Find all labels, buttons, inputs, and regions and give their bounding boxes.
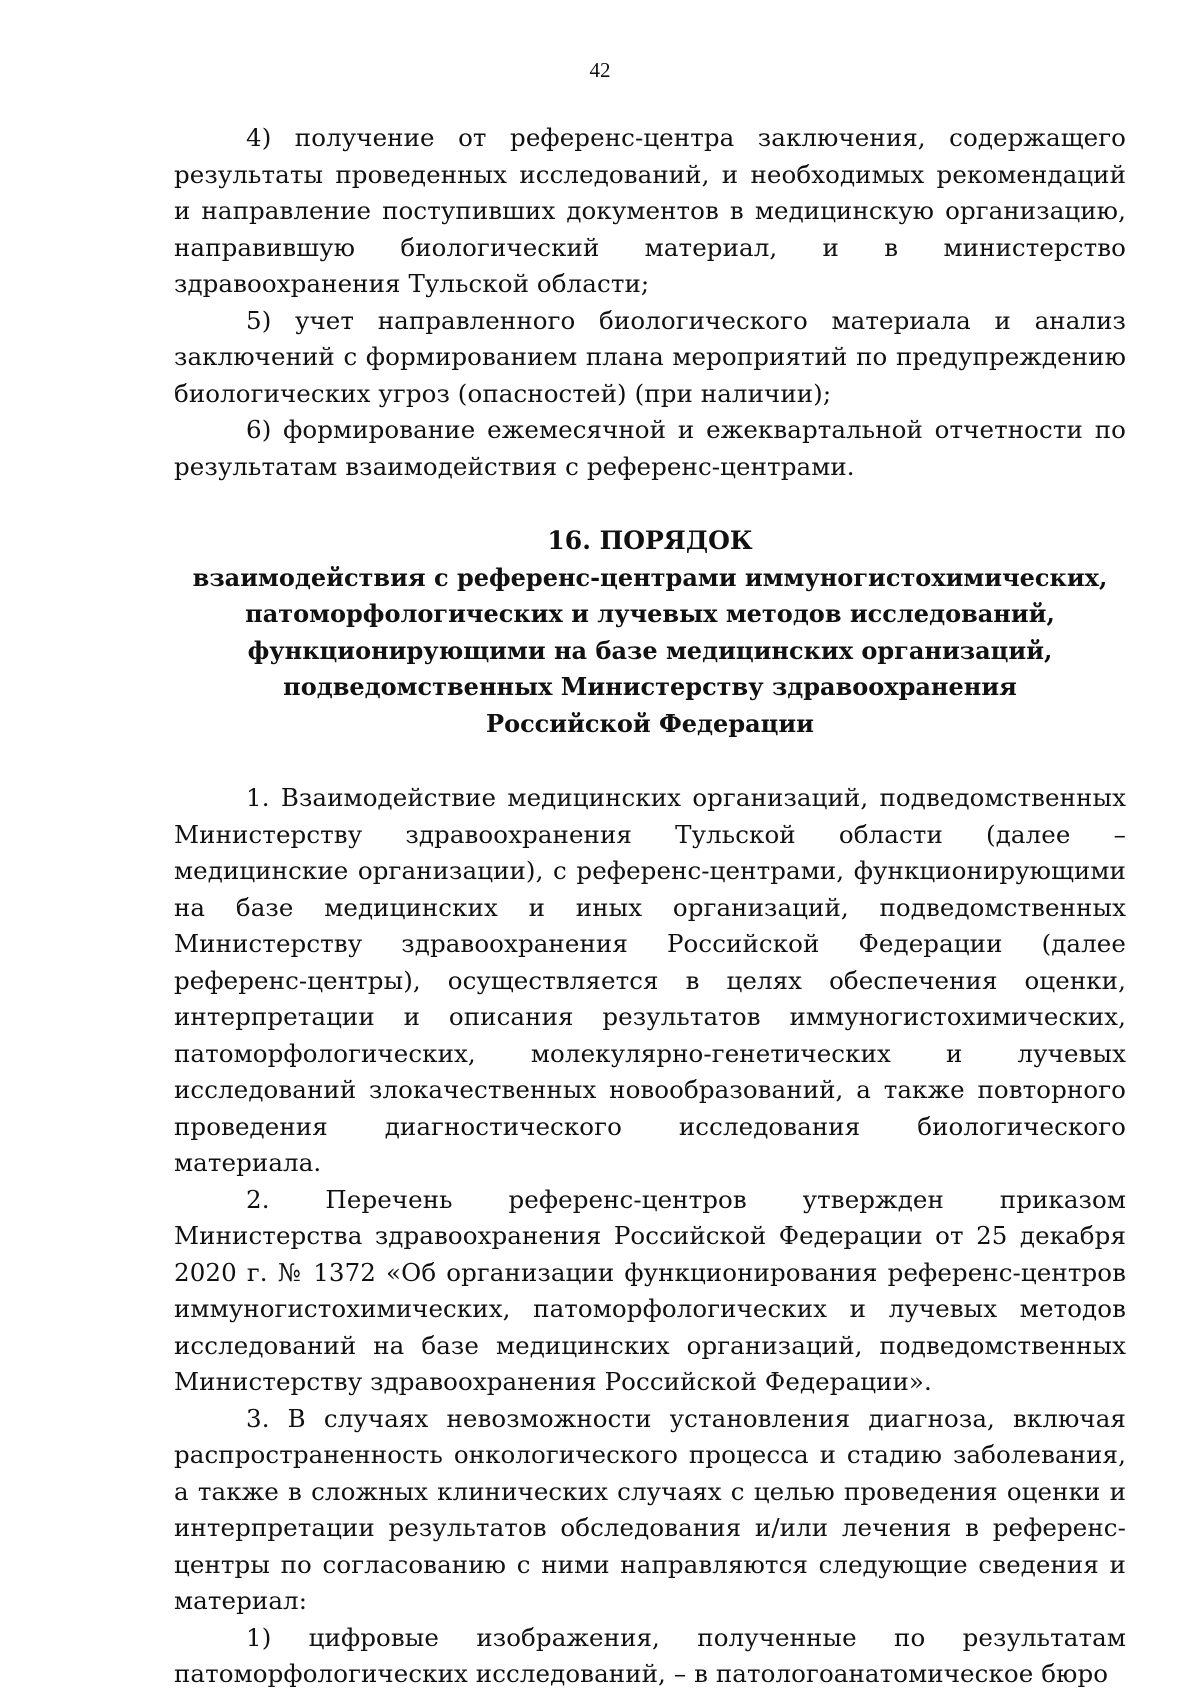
page-number: 42 — [589, 58, 611, 82]
section-subtitle-line: взаимодействия с референс-центрами иммуногистохимических, — [192, 562, 1108, 592]
list-item-6: 6) формирование ежемесячной и ежеквартальной отчетности по результатам взаимодействия с референс-центрами. — [174, 415, 1126, 481]
section-heading — [174, 523, 1126, 742]
paragraph-3: 3. В случаях невозможности установления диагноза, включая распространенность онкологического процесса и стадию заболевания, а также в сложных клинических случаях с целью проведения оценки и интерпретации результатов обследования и/или лечения в референс-центры по согласованию с ними направляются следующие сведения и материал: — [174, 1403, 1126, 1615]
section-title: 16. ПОРЯДОК — [547, 526, 753, 555]
paragraph-2: 2. Перечень референс-центров утвержден приказом Министерства здравоохранения Российской Федерации от 25 декабря 2020 г. № 1372 «Об организации функционирования референс-центров иммуногистохимических, патоморфологических и лучевых методов исследований на базе медицинских организаций, подведомственных Министерству здравоохранения Российской Федерации». — [174, 1184, 1126, 1396]
section-subtitle-line: Российской Федерации — [486, 708, 814, 738]
list-item-4: 4) получение от референс-центра заключения, содержащего результаты проведенных исследований, и необходимых рекомендаций и направление поступивших документов в медицинскую организацию, направившую биологический материал, и в министерство здравоохранения Тульской области; — [174, 123, 1126, 298]
section-subtitle-line: патоморфологических и лучевых методов исследований, — [245, 599, 1055, 628]
subparagraph-1: 1) цифровые изображения, полученные по результатам патоморфологических исследований, – в патологоанатомическое бюро — [174, 1622, 1126, 1688]
section-subtitle-line: функционирующими на базе медицинских организаций, — [247, 635, 1053, 665]
list-item-5: 5) учет направленного биологического материала и анализ заключений с формированием плана мероприятий по предупреждению биологических угроз (опасностей) (при наличии); — [174, 305, 1126, 408]
section-subtitle-line: подведомственных Министерству здравоохранения — [283, 672, 1017, 701]
document-body — [174, 120, 1126, 1693]
paragraph-1: 1. Взаимодействие медицинских организаций, подведомственных Министерству здравоохранения Тульской области (далее – медицинские организации), с референс-центрами, функционирующими на базе медицинских и иных организаций, подведомственных Министерству здравоохранения Российской Федерации (далее референс-центры), осуществляется в целях обеспечения оценки, интерпретации и описания результатов иммуногистохимических, патоморфологических, молекулярно-генетических и лучевых исследований злокачественных новообразований, а также повторного проведения диагностического исследования биологического материала. — [174, 783, 1126, 1177]
